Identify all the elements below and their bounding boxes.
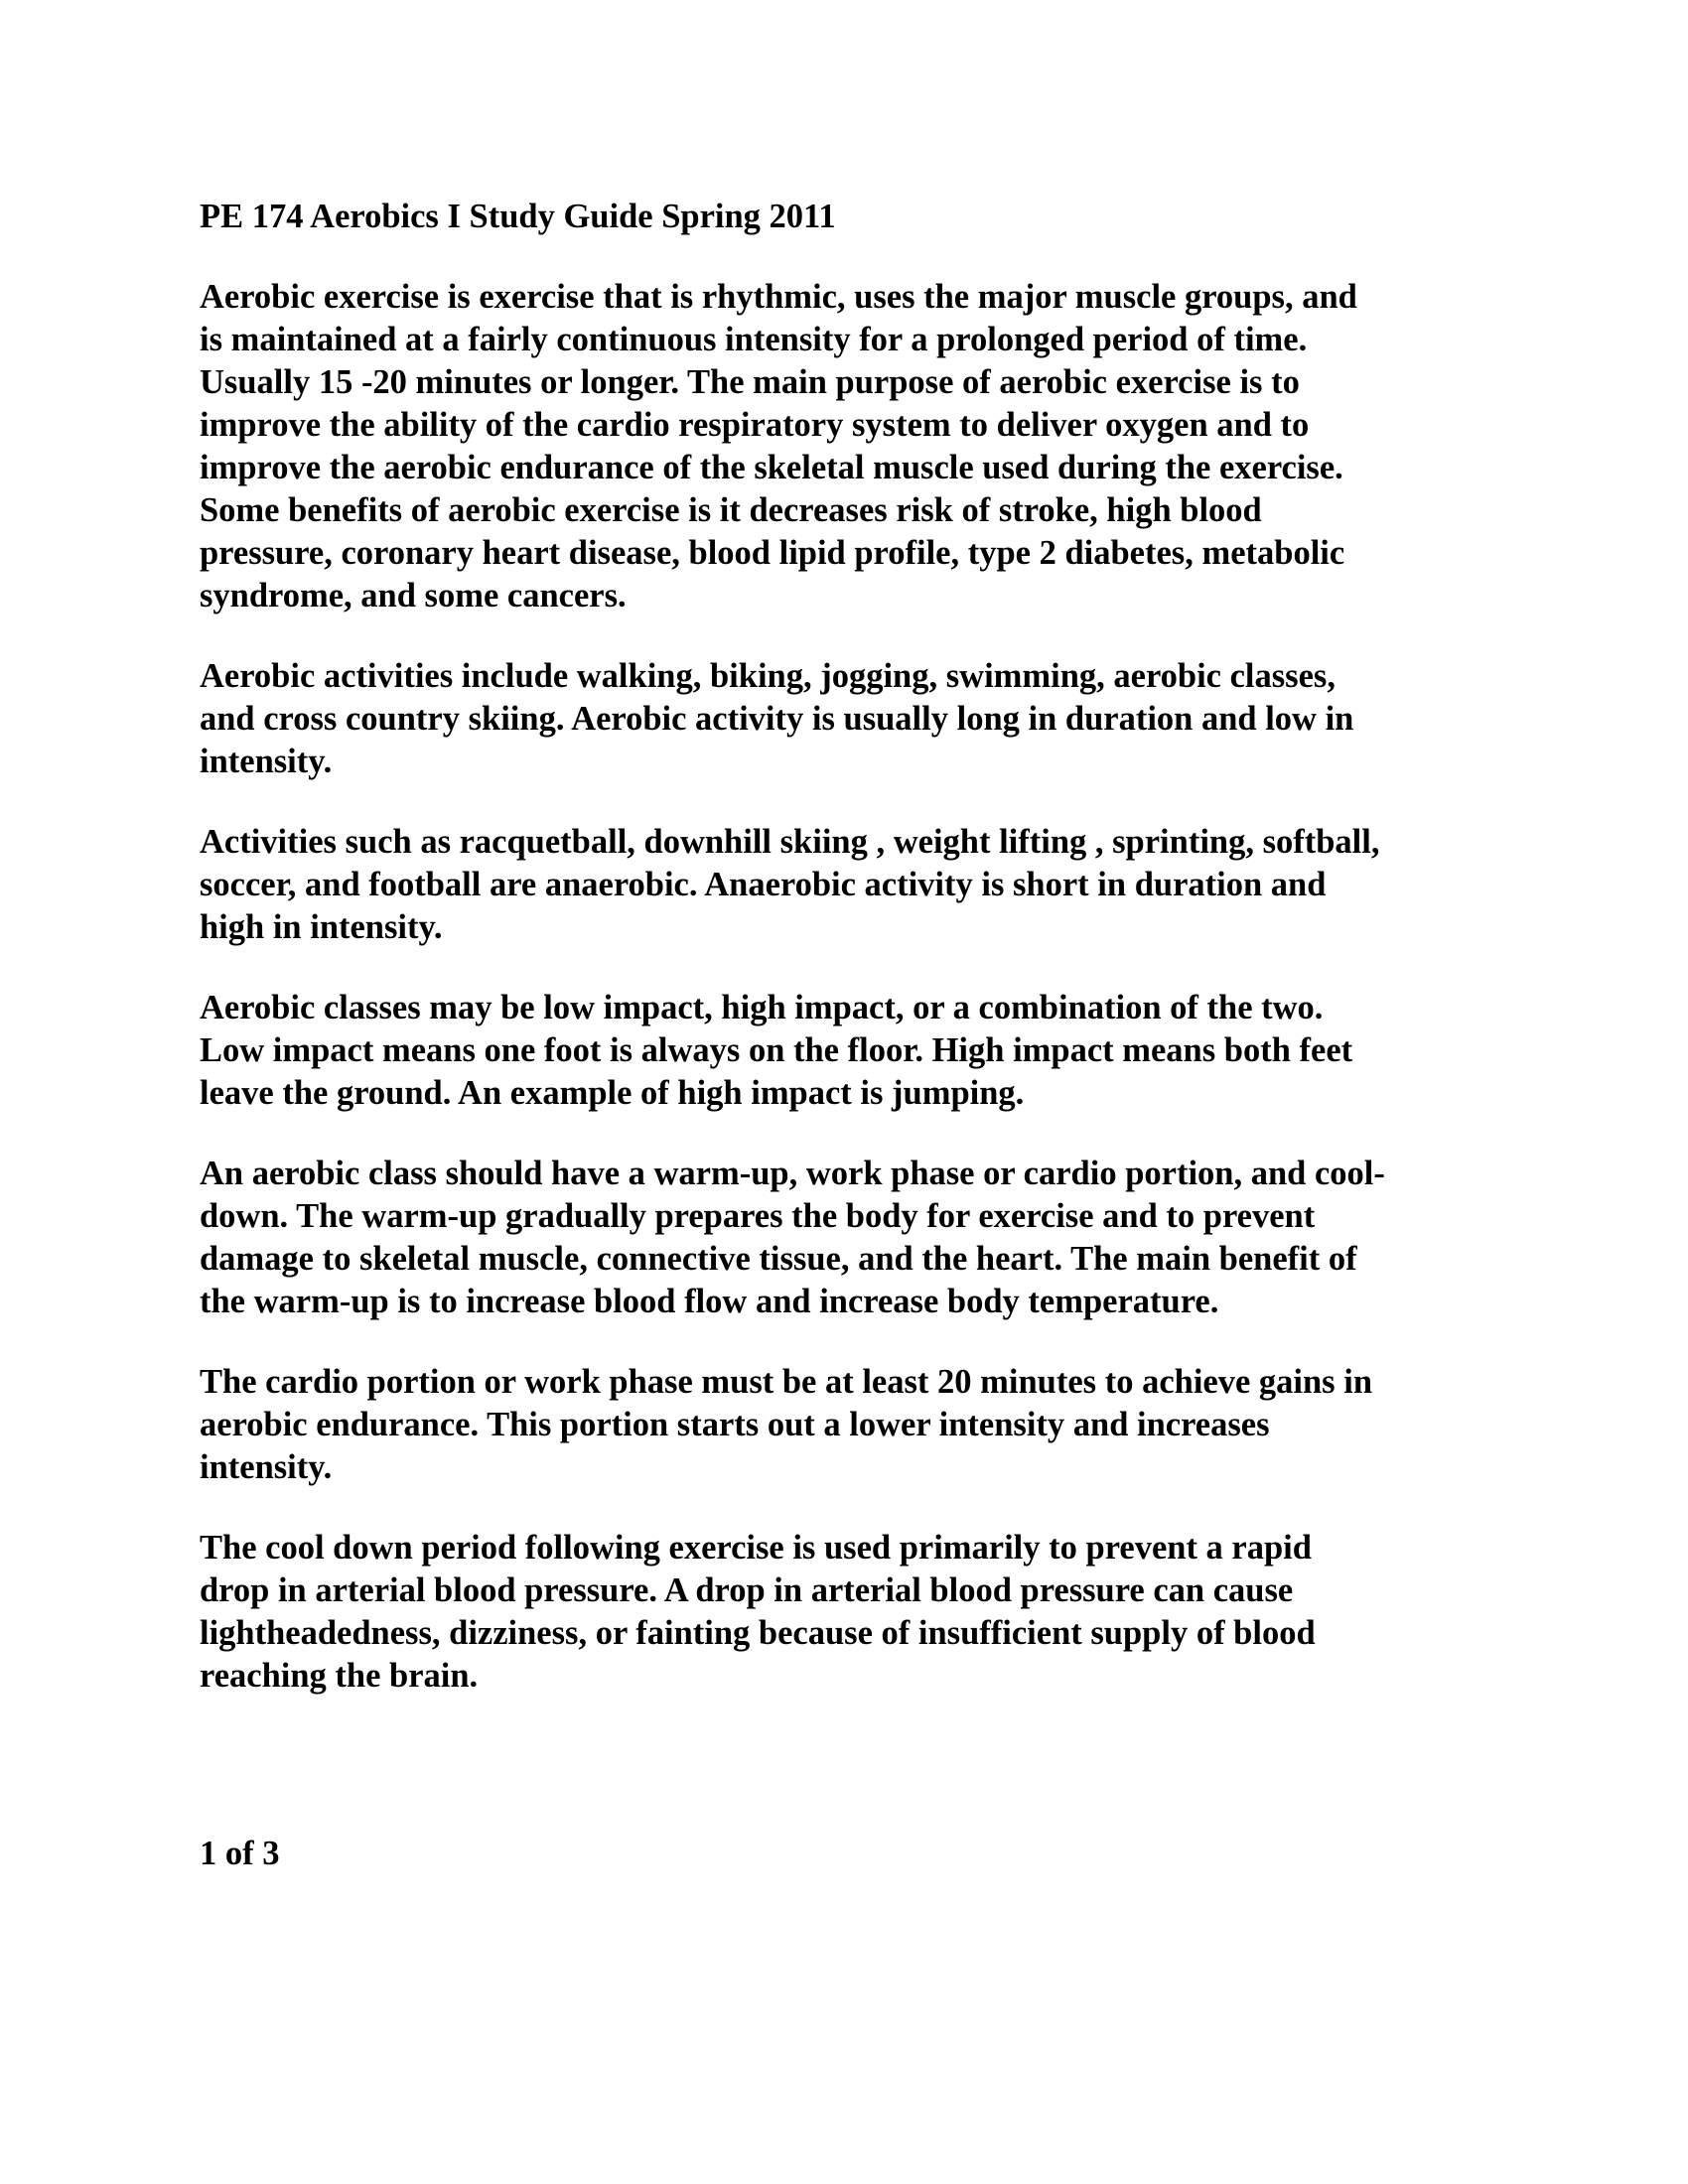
text-line: drop in arterial blood pressure. A drop in arterial blood pressure can cause <box>200 1571 1294 1609</box>
text-line: pressure, coronary heart disease, blood lipid profile, type 2 diabetes, metabolic <box>200 534 1345 572</box>
paragraph-cool-down <box>200 1527 1500 1698</box>
text-line: intensity. <box>200 743 333 780</box>
text-line: is maintained at a fairly continuous intensity for a prolonged period of time. <box>200 321 1308 358</box>
paragraph-aerobic-definition <box>200 276 1500 617</box>
paragraph-anaerobic-activities <box>200 821 1500 949</box>
text-line: Aerobic classes may be low impact, high impact, or a combination of the two. <box>200 989 1324 1026</box>
text-line: aerobic endurance. This portion starts out a lower intensity and increases <box>200 1406 1270 1443</box>
paragraph-aerobic-activities <box>200 655 1500 783</box>
text-line: leave the ground. An example of high impact is jumping. <box>200 1074 1025 1112</box>
paragraph-impact-levels <box>200 987 1500 1115</box>
text-line: intensity. <box>200 1448 333 1486</box>
text-line: Aerobic exercise is exercise that is rhythmic, uses the major muscle groups, and <box>200 278 1357 316</box>
text-line: down. The warm-up gradually prepares the body for exercise and to prevent <box>200 1197 1316 1235</box>
text-line: Activities such as racquetball, downhill skiing , weight lifting , sprinting, softball, <box>200 823 1380 861</box>
text-line: lightheadedness, dizziness, or fainting because of insufficient supply of blood <box>200 1614 1316 1652</box>
text-line: The cardio portion or work phase must be at least 20 minutes to achieve gains in <box>200 1363 1373 1401</box>
paragraph-class-structure <box>200 1153 1500 1323</box>
text-line: syndrome, and some cancers. <box>200 577 627 614</box>
text-line: improve the aerobic endurance of the skeletal muscle used during the exercise. <box>200 449 1343 486</box>
text-line: Low impact means one foot is always on the floor. High impact means both feet <box>200 1031 1353 1069</box>
paragraph-cardio-portion <box>200 1361 1500 1489</box>
text-line: soccer, and football are anaerobic. Anaerobic activity is short in duration and <box>200 866 1327 903</box>
page-number: 1 of 3 <box>200 1835 280 1872</box>
text-line: damage to skeletal muscle, connective tissue, and the heart. The main benefit of <box>200 1240 1357 1278</box>
text-line: reaching the brain. <box>200 1657 479 1695</box>
text-line: The cool down period following exercise is used primarily to prevent a rapid <box>200 1529 1312 1567</box>
text-line: Aerobic activities include walking, biking, jogging, swimming, aerobic classes, <box>200 657 1336 695</box>
text-line: An aerobic class should have a warm-up, work phase or cardio portion, and cool- <box>200 1155 1385 1192</box>
text-line: and cross country skiing. Aerobic activity is usually long in duration and low in <box>200 700 1354 738</box>
text-line: high in intensity. <box>200 908 443 946</box>
document-body <box>200 196 1500 1735</box>
document-title: PE 174 Aerobics I Study Guide Spring 2011 <box>200 198 836 235</box>
text-line: Usually 15 -20 minutes or longer. The main purpose of aerobic exercise is to <box>200 363 1300 401</box>
text-line: the warm-up is to increase blood flow and increase body temperature. <box>200 1283 1219 1320</box>
text-line: improve the ability of the cardio respiratory system to deliver oxygen and to <box>200 406 1310 444</box>
text-line: Some benefits of aerobic exercise is it decreases risk of stroke, high blood <box>200 491 1262 529</box>
